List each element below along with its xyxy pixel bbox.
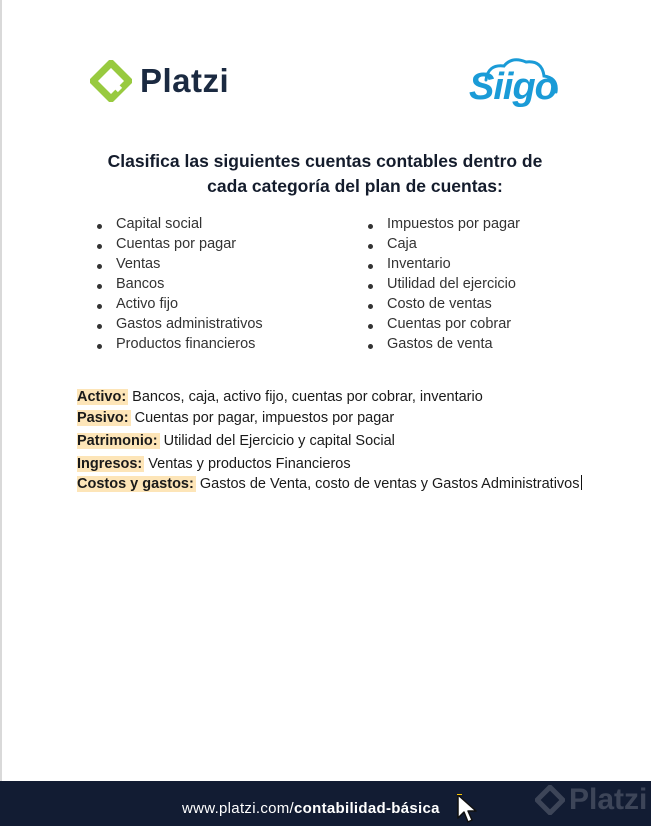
- list-item: Inventario: [368, 256, 520, 276]
- answers-section[interactable]: [77, 387, 597, 494]
- list-item: Ventas: [97, 256, 263, 276]
- bullet-icon: [368, 284, 373, 289]
- watermark-text: Platzi: [569, 783, 648, 816]
- bullet-icon: [97, 284, 102, 289]
- title-line-1: Clasifica las siguientes cuentas contables dentro de: [107, 151, 543, 171]
- list-item: Gastos de venta: [368, 336, 520, 356]
- list-item: Gastos administrativos: [97, 316, 263, 336]
- bullet-icon: [368, 244, 373, 249]
- bullet-icon: [368, 324, 373, 329]
- footer-url[interactable]: [182, 800, 440, 817]
- bullet-icon: [97, 324, 102, 329]
- answer-costos[interactable]: [77, 475, 597, 493]
- cursor-arrow-icon: [456, 794, 478, 824]
- answer-ingresos[interactable]: [77, 454, 597, 474]
- list-item: Impuestos por pagar: [368, 216, 520, 236]
- bullet-icon: [97, 224, 102, 229]
- title-line-2: cada categoría del plan de cuentas:: [207, 176, 503, 196]
- bullet-icon: [97, 344, 102, 349]
- header: [0, 52, 651, 122]
- siigo-logo: [466, 56, 560, 114]
- footer-watermark: [535, 783, 647, 817]
- list-item: Costo de ventas: [368, 296, 520, 316]
- list-item: Cuentas por pagar: [97, 236, 263, 256]
- bullet-icon: [368, 304, 373, 309]
- accounts-list-left: [97, 216, 263, 356]
- answer-text: Ventas y productos Financieros: [144, 456, 351, 472]
- footer-url-prefix: www.platzi.com/: [182, 800, 295, 817]
- bullet-icon: [97, 264, 102, 269]
- bullet-icon: [368, 224, 373, 229]
- bullet-icon: [368, 344, 373, 349]
- answer-activo[interactable]: [77, 387, 597, 407]
- bullet-icon: [368, 264, 373, 269]
- list-item: Activo fijo: [97, 296, 263, 316]
- answer-text: Utilidad del Ejercicio y capital Social: [159, 433, 395, 449]
- answer-pasivo[interactable]: [77, 408, 597, 428]
- list-item: Utilidad del ejercicio: [368, 276, 520, 296]
- footer-url-path: contabilidad-básica: [294, 800, 440, 817]
- answer-label: Activo:: [77, 389, 127, 405]
- bullet-icon: [97, 304, 102, 309]
- list-item: Bancos: [97, 276, 263, 296]
- platzi-logo-text: Platzi: [140, 62, 230, 99]
- siigo-logo-text: Siigo: [469, 66, 557, 108]
- answer-label: Pasivo:: [77, 410, 129, 426]
- answer-label: Costos y gastos:: [77, 476, 194, 492]
- list-item: Caja: [368, 236, 520, 256]
- answer-patrimonio[interactable]: [77, 431, 597, 451]
- answer-label: Patrimonio:: [77, 433, 158, 449]
- footer: [0, 781, 651, 826]
- list-item: Capital social: [97, 216, 263, 236]
- bullet-icon: [97, 244, 102, 249]
- list-item: Productos financieros: [97, 336, 263, 356]
- platzi-logo-icon: [90, 60, 132, 102]
- answer-text: Gastos de Venta, costo de ventas y Gastos Administrativos: [195, 476, 580, 492]
- answer-text: Cuentas por pagar, impuestos por pagar: [130, 410, 395, 426]
- list-item: Cuentas por cobrar: [368, 316, 520, 336]
- text-cursor: [581, 475, 582, 490]
- page-border: [0, 0, 2, 826]
- platzi-watermark-icon: [535, 785, 565, 815]
- page-title: [60, 149, 590, 199]
- platzi-logo: [90, 60, 229, 102]
- answer-label: Ingresos:: [77, 456, 143, 472]
- accounts-list-right: [368, 216, 520, 356]
- answer-text: Bancos, caja, activo fijo, cuentas por cobrar, inventario: [128, 389, 483, 405]
